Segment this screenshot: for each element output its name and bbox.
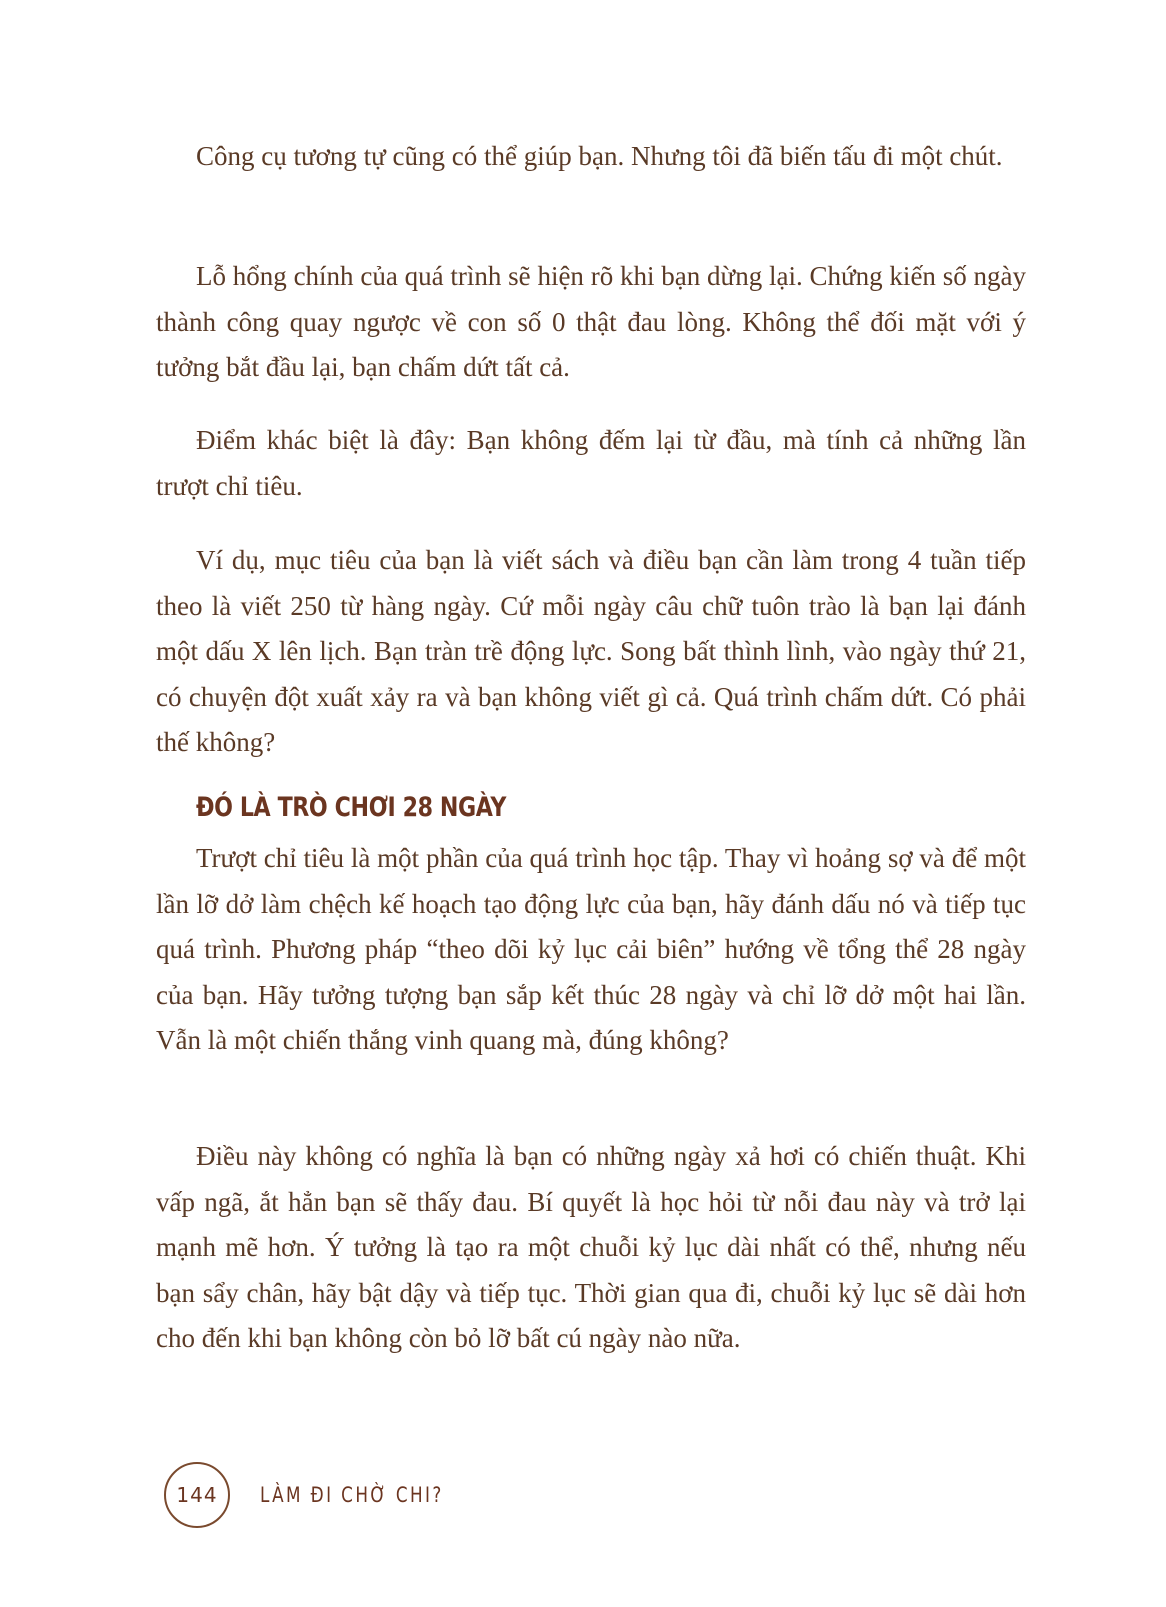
paragraph-2: Lỗ hổng chính của quá trình sẽ hiện rõ khi bạn dừng lại. Chứng kiến số ngày thành công quay ngược về con số 0 thật đau lòng. Không thể đối mặt với ý tưởng bắt đầu lại, bạn chấm dứt tất cả. (156, 261, 1026, 382)
section-heading: ĐÓ LÀ TRÒ CHƠI 28 NGÀY (196, 792, 507, 823)
paragraph-3: Điểm khác biệt là đây: Bạn không đếm lại từ đầu, mà tính cả những lần trượt chỉ tiêu. (156, 425, 1026, 501)
page-number: 144 (164, 1462, 230, 1528)
paragraph-1: Công cụ tương tự cũng có thể giúp bạn. Nhưng tôi đã biến tấu đi một chút. (196, 141, 1003, 171)
running-title: LÀM ĐI CHỜ CHI? (260, 1483, 444, 1507)
paragraph-6: Điều này không có nghĩa là bạn có những ngày xả hơi có chiến thuật. Khi vấp ngã, ắt hẳn bạn sẽ thấy đau. Bí quyết là học hỏi từ nỗi đau này và trở lại mạnh mẽ hơn. Ý tưởng là tạo ra một chuỗi kỷ lục dài nhất có thể, nhưng nếu bạn sẩy chân, hãy bật dậy và tiếp tục. Thời gian qua đi, chuỗi kỷ lục sẽ dài hơn cho đến khi bạn không còn bỏ lỡ bất cú ngày nào nữa. (156, 1141, 1026, 1353)
page-footer (164, 1462, 490, 1528)
paragraph-5: Trượt chỉ tiêu là một phần của quá trình học tập. Thay vì hoảng sợ và để một lần lỡ dở làm chệch kế hoạch tạo động lực của bạn, hãy đánh dấu nó và tiếp tục quá trình. Phương pháp “theo dõi kỷ lục cải biên” hướng về tổng thể 28 ngày của bạn. Hãy tưởng tượng bạn sắp kết thúc 28 ngày và chỉ lỡ dở một hai lần. Vẫn là một chiến thắng vinh quang mà, đúng không? (156, 843, 1026, 1055)
paragraph-4: Ví dụ, mục tiêu của bạn là viết sách và điều bạn cần làm trong 4 tuần tiếp theo là viết 250 từ hàng ngày. Cứ mỗi ngày câu chữ tuôn trào là bạn lại đánh một dấu X lên lịch. Bạn tràn trề động lực. Song bất thình lình, vào ngày thứ 21, có chuyện đột xuất xảy ra và bạn không viết gì cả. Quá trình chấm dứt. Có phải thế không? (156, 545, 1026, 757)
